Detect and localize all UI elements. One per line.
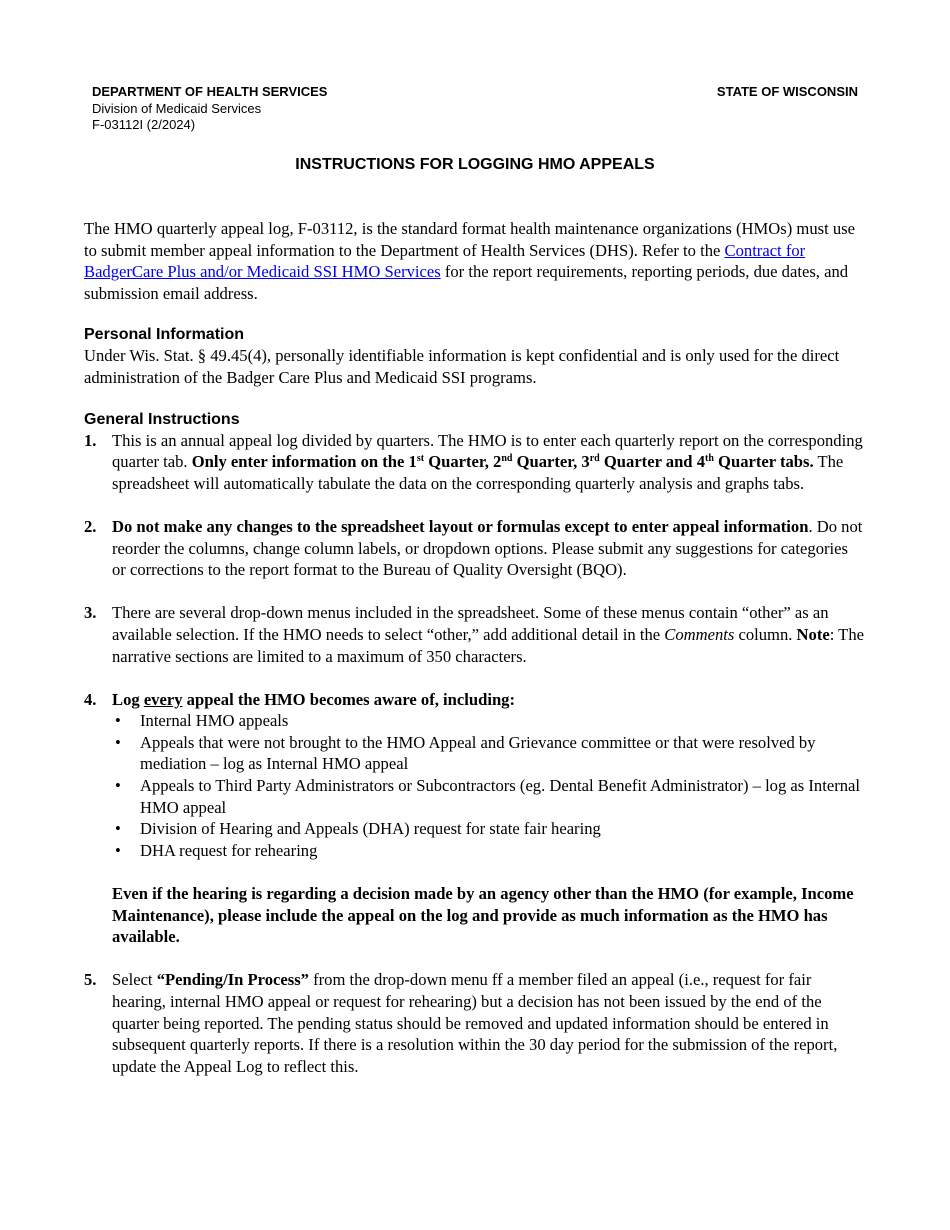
- item1-bold-1: Only enter information on the 1: [191, 452, 417, 472]
- general-instructions-heading: General Instructions: [84, 410, 240, 428]
- item3-text-a: There are several drop-down menus included in the spreadsheet. Some of these menus contain “other” as an available selection. If the HMO needs to select “other,” add additional detail in the: [112, 603, 829, 644]
- item-number: 4.: [84, 689, 97, 709]
- instruction-item-1: [84, 430, 864, 495]
- bullet-icon: •: [115, 819, 121, 839]
- item4-lead-every: every: [143, 689, 183, 709]
- department-name: DEPARTMENT OF HEALTH SERVICES: [92, 84, 328, 99]
- list-item: [112, 818, 864, 840]
- intro-text-1: The HMO quarterly appeal log, F-03112, is the standard format health maintenance organizations (HMOs) must use to submit member appeal information to the Department of Health Services (DHS). Refer to the: [84, 219, 855, 260]
- personal-info-text: Under Wis. Stat. § 49.45(4), personally identifiable information is kept confidential and is only used for the direct administration of the Badger Care Plus and Medicaid SSI programs.: [84, 346, 840, 387]
- item3-note-label: Note: [796, 624, 830, 644]
- item-number: 5.: [84, 970, 97, 990]
- contract-link[interactable]: Contract for BadgerCare Plus and/or Medicaid SSI HMO Services: [84, 240, 806, 282]
- item3-text-b: column.: [734, 624, 797, 644]
- document-body: [84, 218, 864, 1099]
- bullet-text: DHA request for rehearing: [140, 840, 318, 860]
- bullet-text: Appeals to Third Party Administrators or Subcontractors (eg. Dental Benefit Administrator) – log as Internal HMO appeal: [140, 776, 860, 817]
- item5-text-a: Select: [112, 970, 157, 990]
- item1-sup-4: th: [705, 453, 714, 465]
- list-item: [112, 710, 864, 732]
- item2-bold: Do not make any changes to the spreadsheet layout or formulas except to enter appeal information: [112, 516, 809, 536]
- item5-pending-label: “Pending/In Process”: [156, 970, 309, 990]
- item4-note: Even if the hearing is regarding a decision made by an agency other than the HMO (for example, Income Maintenance), please include the appeal on the log and provide as much information as the HMO has available.: [112, 884, 854, 947]
- item3-comments: Comments: [664, 624, 735, 644]
- form-number: F-03112I (2/2024): [92, 117, 196, 132]
- bullet-text: Internal HMO appeals: [140, 711, 289, 731]
- item2-text: . Do not reorder the columns, change column labels, or dropdown options. Please submit any suggestions for categories or corrections to the report format to the Bureau of Quality Oversight (BQO).: [112, 516, 863, 580]
- instruction-item-4: [84, 689, 864, 948]
- item1-sup-3: rd: [589, 453, 600, 465]
- item4-lead-a: Log: [112, 689, 144, 709]
- item4-lead: [112, 690, 515, 709]
- list-item: [112, 775, 864, 818]
- item4-lead-b: appeal the HMO becomes aware of, including:: [182, 689, 515, 709]
- list-item: [112, 840, 864, 862]
- item3-text-c: : The narrative sections are limited to a maximum of 350 characters.: [112, 624, 864, 666]
- item1-bold-3: Quarter, 3: [512, 452, 590, 472]
- item1-bold: [192, 452, 814, 471]
- item1-bold-4: Quarter and 4: [599, 452, 705, 472]
- agency-header: [92, 84, 327, 134]
- item1-sup-1: st: [416, 453, 425, 465]
- item5-text-b: from the drop-down menu ff a member filed an appeal (i.e., request for fair hearing, internal HMO appeal or request for rehearing) but a decision has not been issued by the end of the quarter being reported. The pending status should be removed and updated information should be entered in subsequent quarterly reports. If there is a resolution within the 30 day period for the submission of the report, update the Appeal Log to reflect this.: [112, 970, 838, 1076]
- item1-bold-5: Quarter tabs.: [713, 452, 814, 472]
- item-number: 1.: [84, 430, 97, 450]
- state-name: STATE OF WISCONSIN: [716, 84, 858, 99]
- bullet-text: Appeals that were not brought to the HMO Appeal and Grievance committee or that were resolved by mediation – log as Internal HMO appeal: [140, 732, 816, 774]
- instructions-list: [84, 430, 864, 1078]
- instruction-item-2: [84, 516, 864, 581]
- division-name: Division of Medicaid Services: [92, 100, 262, 116]
- item1-text-c: The spreadsheet will automatically tabulate the data on the corresponding quarterly analysis and graphs tabs.: [112, 452, 844, 493]
- item1-bold-2: Quarter, 2: [424, 452, 502, 472]
- appeal-types-list: [112, 710, 864, 861]
- item1-text-a: This is an annual appeal log divided by quarters. The HMO is to enter each quarterly report on the corresponding quarter tab.: [112, 430, 863, 472]
- bullet-icon: •: [115, 732, 121, 752]
- bullet-text: Division of Hearing and Appeals (DHA) request for state fair hearing: [140, 819, 601, 839]
- bullet-icon: •: [115, 840, 121, 860]
- personal-info-heading: Personal Information: [84, 326, 245, 344]
- item1-sup-2: nd: [501, 453, 513, 465]
- item-number: 3.: [84, 603, 97, 623]
- instruction-item-3: [84, 602, 864, 667]
- intro-paragraph: [84, 218, 864, 304]
- bullet-icon: •: [115, 711, 121, 731]
- page-title: INSTRUCTIONS FOR LOGGING HMO APPEALS: [295, 156, 655, 173]
- item-number: 2.: [84, 516, 97, 536]
- intro-text-2: for the report requirements, reporting periods, due dates, and submission email address.: [84, 262, 849, 303]
- bullet-icon: •: [115, 776, 121, 796]
- list-item: [112, 732, 864, 775]
- instruction-item-5: [84, 969, 864, 1077]
